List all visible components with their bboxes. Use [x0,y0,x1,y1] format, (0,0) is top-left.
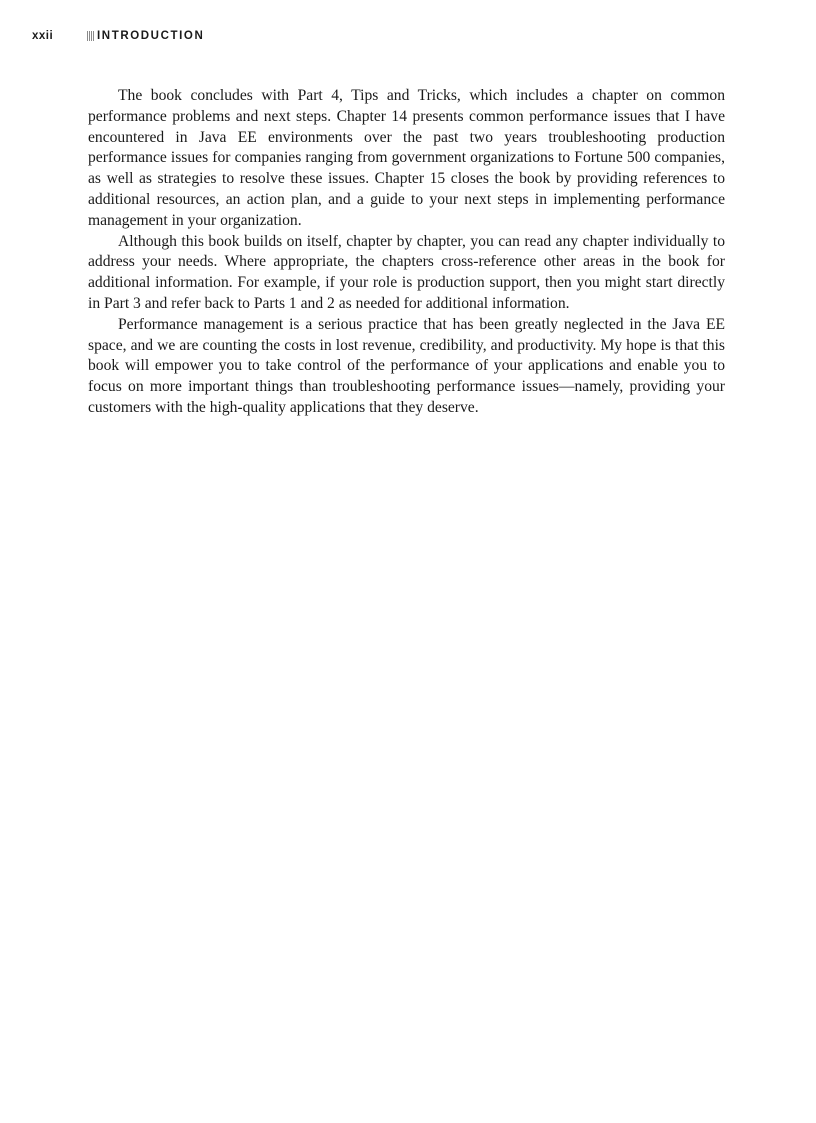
running-head [32,28,204,44]
page-number: xxii [32,30,54,42]
section-marker-icon [87,31,95,41]
paragraph: Performance management is a serious practice that has been greatly neglected in the Java EE space, and we are counting the costs in lost revenue, credibility, and productivity. My hope is that this book will empower you to take control of the performance of your applications and enable you to focus on more important things than troubleshooting performance issues—namely, providing your customers with the high-quality applications that they deserve. [88,315,725,416]
paragraph: Although this book builds on itself, chapter by chapter, you can read any chapter individually to address your needs. Where appropriate, the chapters cross-reference other areas in the book for additional information. For example, if your role is production support, then you might start directly in Part 3 and refer back to Parts 1 and 2 as needed for additional information. [88,232,725,312]
paragraph: The book concludes with Part 4, Tips and Tricks, which includes a chapter on common performance problems and next steps. Chapter 14 presents common performance issues that I have encountered in Java EE environments over the past two years troubleshooting production performance issues for companies ranging from government organizations to Fortune 500 companies, as well as strategies to resolve these issues. Chapter 15 closes the book by providing references to additional resources, an action plan, and a guide to your next steps in implementing performance management in your organization. [88,87,725,229]
section-title: INTRODUCTION [97,30,205,42]
body-text [88,86,725,419]
